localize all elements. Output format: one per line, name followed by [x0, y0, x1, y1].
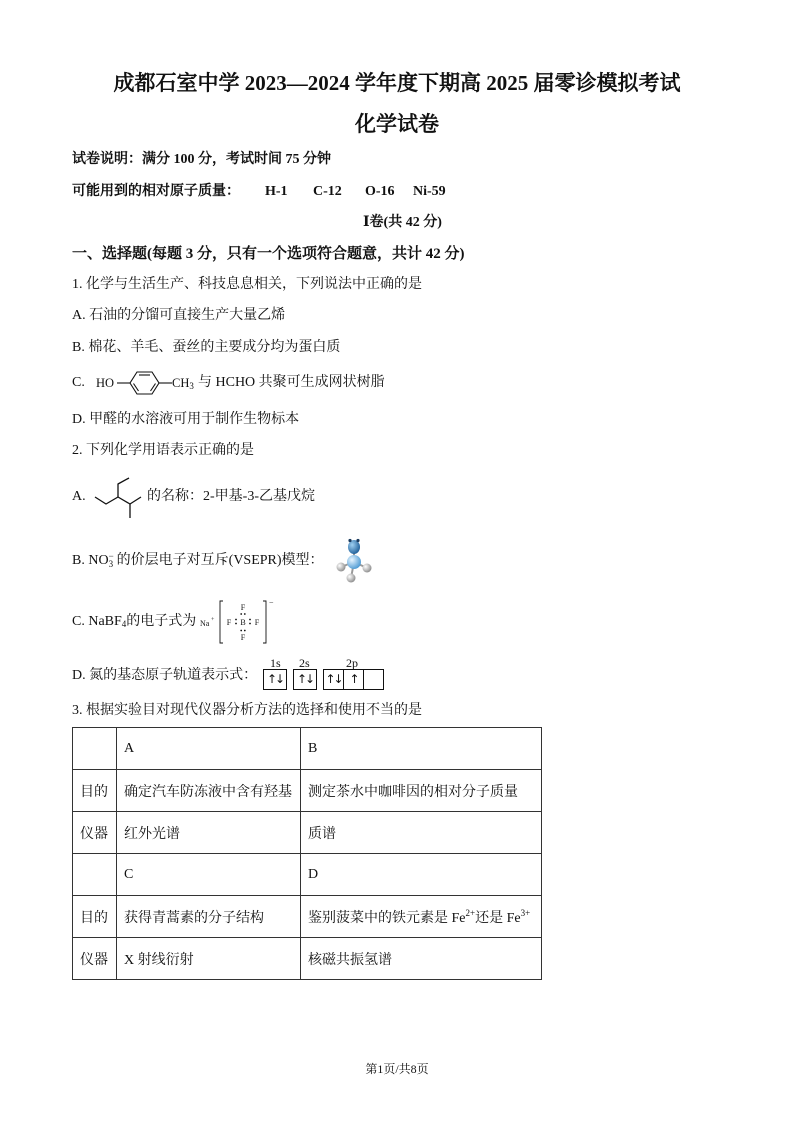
- exam-title: 成都石室中学 2023—2024 学年度下期高 2025 届零诊模拟考试: [113, 71, 681, 95]
- q2-option-c-text: 的电子式为: [126, 614, 197, 629]
- atomic-mass-c: C-12: [313, 184, 342, 199]
- cation-symbol: Na: [200, 619, 210, 628]
- q1-stem: 1. 化学与生活生产、科技息息相关，下列说法中正确的是: [72, 277, 422, 292]
- skeletal-formula-structure: [92, 476, 144, 522]
- table-row: [73, 854, 542, 896]
- table-cell: [73, 854, 117, 896]
- cation-charge: +: [211, 617, 215, 623]
- atomic-mass-line: [72, 182, 446, 202]
- q2-option-d: [72, 666, 257, 686]
- table-cell: B: [301, 728, 542, 770]
- orbital-box-1s: ↑↓: [263, 669, 287, 690]
- methyl-ch: CH: [172, 376, 190, 390]
- electron-dot-formula: [200, 598, 276, 646]
- table-cell: 确定汽车防冻液中含有羟基: [117, 770, 301, 812]
- q2-option-b: [72, 551, 324, 571]
- exam-subtitle: 化学试卷: [355, 112, 439, 136]
- q2-stem: 2. 下列化学用语表示正确的是: [72, 443, 254, 458]
- table-row: [73, 812, 542, 854]
- formula-subscript: 4: [121, 619, 127, 629]
- q2-option-a-label: A.: [72, 489, 86, 504]
- q2-option-a-text: 的名称：2-甲基-3-乙基戊烷: [147, 489, 315, 504]
- q1-c-methyl-group: [172, 375, 194, 391]
- table-cell: 测定茶水中咖啡因的相对分子质量: [301, 770, 542, 812]
- table-cell: [73, 728, 117, 770]
- q2-option-c-label: C.: [72, 614, 85, 629]
- table-cell-iron-ions: [301, 896, 542, 938]
- q2-option-d-text: 氮的基态原子轨道表示式：: [89, 668, 258, 683]
- table-cell: D: [301, 854, 542, 896]
- atomic-mass-label: 可能用到的相对原子质量：: [72, 184, 240, 199]
- table-row: [73, 896, 542, 938]
- q1-c-hydroxyl-group: HO: [96, 376, 115, 390]
- nitrate-indices: [109, 552, 114, 568]
- table-cell: 红外光谱: [117, 812, 301, 854]
- orbital-label-1s: 1s: [270, 656, 281, 670]
- benzene-ring-structure: [117, 371, 173, 396]
- orbital-box-2p-3: [363, 669, 384, 690]
- sodium-tetrafluoroborate-formula: [88, 614, 126, 629]
- orbital-label-2p: 2p: [346, 656, 358, 670]
- iron-text-1: 鉴别菠菜中的铁元素是 Fe: [308, 910, 466, 926]
- iron-charge-2: 3+: [520, 907, 531, 918]
- table-cell: 核磁共振氢谱: [301, 938, 542, 980]
- vsepr-model-image: [334, 538, 374, 584]
- volume-title: Ⅰ卷(共 42 分): [363, 215, 442, 230]
- atomic-mass-ni: Ni-59: [413, 184, 446, 199]
- table-cell: X 射线衍射: [117, 938, 301, 980]
- atomic-mass-o: O-16: [365, 184, 395, 199]
- atomic-mass-h: H-1: [265, 184, 288, 199]
- q1-option-c-label: C.: [72, 375, 85, 390]
- anion-charge: −: [269, 598, 274, 607]
- nitrate-charge: −: [108, 550, 114, 561]
- q1-option-a: A. 石油的分馏可直接生产大量乙烯: [72, 308, 286, 323]
- q1-option-c-text: 与 HCHO 共聚可生成网状树脂: [198, 375, 385, 390]
- formula-main: NaBF: [88, 614, 122, 629]
- orbital-box-2s: ↑↓: [293, 669, 317, 690]
- q3-stem: 3. 根据实验目对现代仪器分析方法的选择和使用不当的是: [72, 703, 422, 718]
- q2-option-b-label: B.: [72, 553, 85, 568]
- table-cell: 目的: [73, 896, 117, 938]
- orbital-box-2p-2: ↑: [343, 669, 364, 690]
- exam-note: 试卷说明：满分 100 分，考试时间 75 分钟: [72, 152, 331, 167]
- table-cell: 目的: [73, 770, 117, 812]
- center-atom: B: [240, 618, 246, 627]
- ligand-top: F: [240, 603, 246, 612]
- table-cell: A: [117, 728, 301, 770]
- q2-option-c: [72, 612, 196, 632]
- orbital-label-2s: 2s: [299, 656, 310, 670]
- table-row: [73, 728, 542, 770]
- q2-option-d-label: D.: [72, 668, 86, 683]
- table-row: [73, 770, 542, 812]
- page-number: 第1页/共8页: [365, 1062, 429, 1076]
- iron-text-2: 还是 Fe: [475, 910, 521, 926]
- methyl-subscript: 3: [189, 381, 194, 391]
- section-heading: 一、选择题(每题 3 分，只有一个选项符合题意，共计 42 分): [72, 246, 465, 262]
- q1-option-d: D. 甲醛的水溶液可用于制作生物标本: [72, 412, 300, 427]
- ligand-right: F: [254, 618, 260, 627]
- table-cell: 仪器: [73, 812, 117, 854]
- instrument-table: [72, 727, 542, 980]
- table-row: [73, 938, 542, 980]
- ligand-bottom: F: [240, 633, 246, 642]
- orbital-box-2p-1: ↑↓: [323, 669, 344, 690]
- iron-charge-1: 2+: [465, 907, 476, 918]
- ligand-left: F: [226, 618, 232, 627]
- nitrate-formula: NO: [88, 553, 109, 568]
- nitrate-subscript: 3: [108, 558, 114, 569]
- table-cell: 仪器: [73, 938, 117, 980]
- table-cell: C: [117, 854, 301, 896]
- q1-option-b: B. 棉花、羊毛、蚕丝的主要成分均为蛋白质: [72, 340, 341, 355]
- table-cell: 获得青蒿素的分子结构: [117, 896, 301, 938]
- table-cell: 质谱: [301, 812, 542, 854]
- q2-option-b-text: 的价层电子对互斥(VSEPR)模型：: [116, 553, 324, 568]
